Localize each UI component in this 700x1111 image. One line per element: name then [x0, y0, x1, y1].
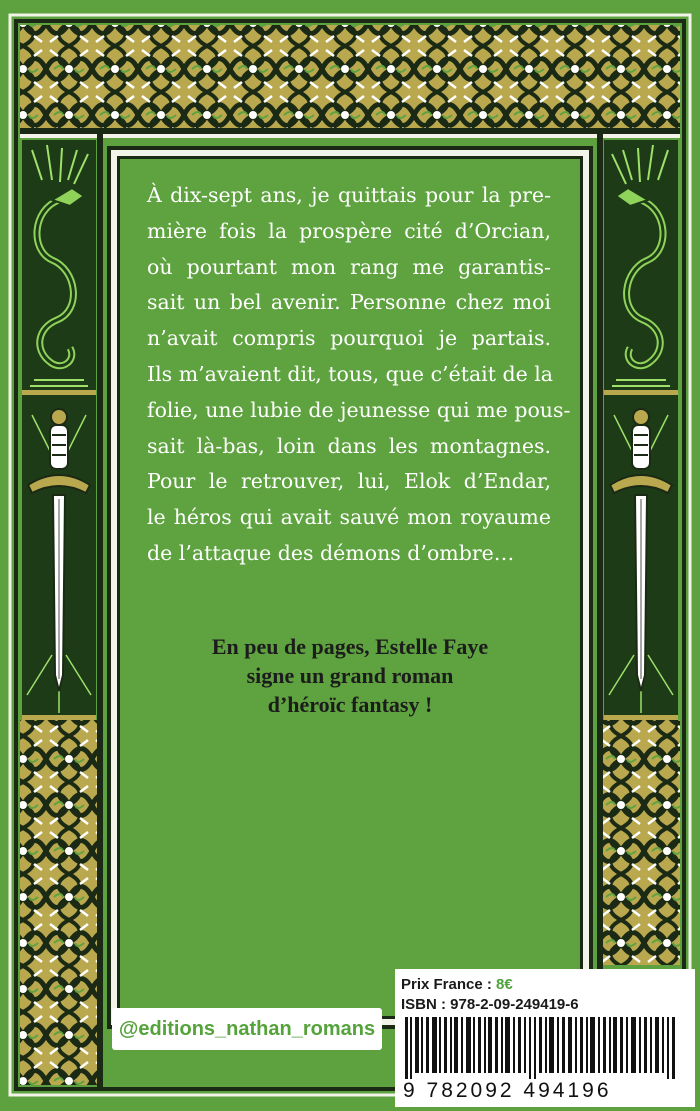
blurb-line: folie, une lubie de jeunesse qui me pous-	[147, 397, 571, 422]
tagline-line: En peu de pages, Estelle Faye	[211, 634, 489, 659]
price-value: 8€	[496, 976, 513, 993]
blurb-line: mière fois la prospère cité d’Orcian,	[147, 218, 551, 243]
blurb-line: le héros qui avait sauvé mon royaume	[147, 505, 551, 530]
blurb-line: Pour le retrouver, lui, Elok d’Endar,	[147, 469, 551, 494]
blurb-line: sait un bel avenir. Personne chez moi	[147, 290, 551, 315]
barcode-number: 9 782092 494196	[403, 1079, 612, 1102]
tagline-line: signe un grand roman	[246, 663, 454, 688]
barcode	[405, 1017, 677, 1079]
dragon-icon	[22, 140, 96, 390]
price-label: Prix France :	[401, 976, 492, 993]
isbn-value: 978-2-09-249419-6	[450, 996, 579, 1013]
blurb-line: À dix-sept ans, je quittais pour la pre-	[147, 183, 551, 207]
blurb-line: Ils m’avaient dit, tous, que c’était de la	[147, 361, 554, 386]
blurb-line: sait là-bas, loin dans les montagnes.	[147, 433, 551, 458]
social-handle-badge	[112, 1008, 382, 1050]
tagline-line: d’héroïc fantasy !	[267, 692, 433, 717]
blurb-line: de l’attaque des démons d’ombre…	[147, 540, 515, 565]
isbn-label: ISBN :	[401, 996, 446, 1013]
price-row	[401, 975, 695, 995]
price-isbn-box	[395, 969, 695, 1107]
tagline	[111, 632, 589, 719]
isbn-row	[401, 995, 695, 1015]
blurb-text	[147, 178, 571, 572]
blurb-line: où pourtant mon rang me garantis-	[147, 254, 551, 279]
sword-icon	[604, 395, 678, 715]
sword-icon	[22, 395, 96, 715]
social-handle: @editions_nathan_romans	[118, 1018, 376, 1040]
blurb-line: n’avait compris pourquoi je partais.	[147, 326, 551, 351]
dragon-icon	[604, 140, 678, 390]
